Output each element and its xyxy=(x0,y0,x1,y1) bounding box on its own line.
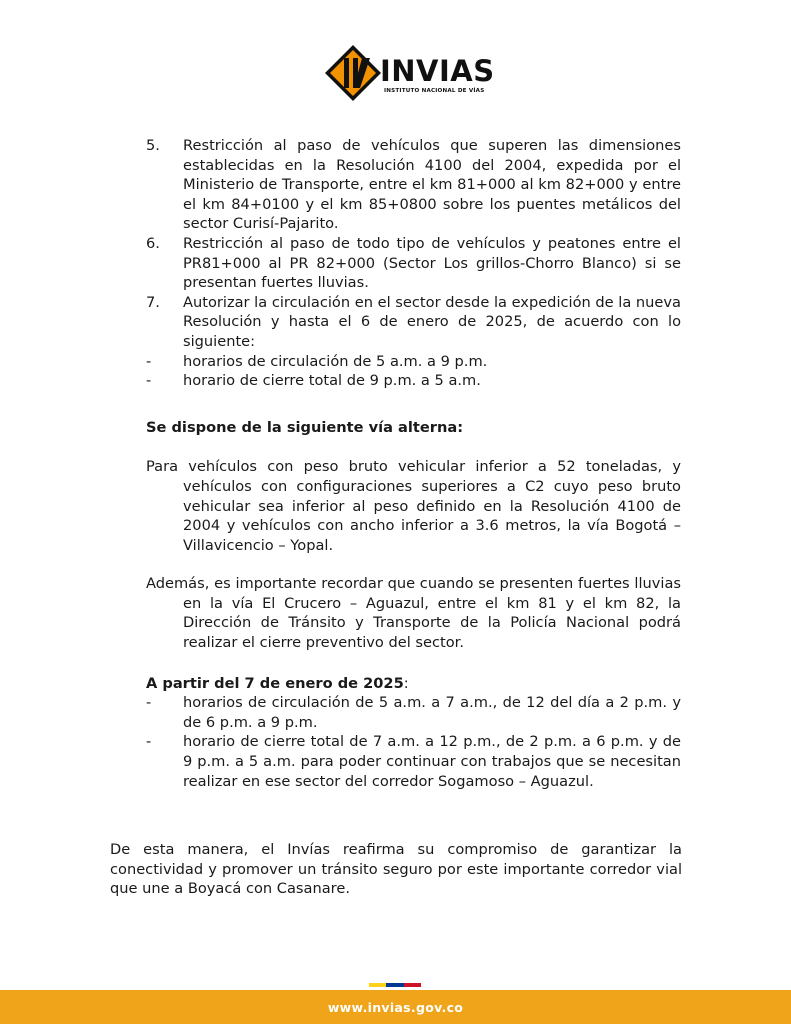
list-number: 7. xyxy=(146,293,160,311)
dash-marker: - xyxy=(146,733,152,751)
schedule-text: horario de cierre total de 7 a.m. a 12 p.m., de 2 p.m. a 6 p.m. y de 9 p.m. a 5 a.m. para poder continuar con trabajos que se necesitan realizar en ese sector del corredor Sogamoso – Aguazul. xyxy=(183,733,681,790)
restriction-item-7 xyxy=(146,293,681,352)
list-item-text: Autorizar la circulación en el sector desde la expedición de la nueva Resolución y hasta el 6 de enero de 2025, de acuerdo con lo siguiente: xyxy=(183,293,681,350)
footer-website-link[interactable]: www.invias.gov.co xyxy=(327,1000,464,1015)
list-number: 6. xyxy=(146,234,160,252)
flag-yellow xyxy=(369,983,386,987)
list-number: 5. xyxy=(146,137,160,154)
colombia-flag-stripe xyxy=(369,983,421,987)
schedule-text: horario de cierre total de 9 p.m. a 5 a.m. xyxy=(183,372,481,390)
main-content xyxy=(146,136,681,791)
schedule-item xyxy=(146,693,681,732)
invias-logo xyxy=(320,40,495,110)
schedule-item xyxy=(146,352,681,372)
dash-marker: - xyxy=(146,352,152,370)
restriction-item-6 xyxy=(146,234,681,293)
flag-red xyxy=(404,983,421,987)
from-date-heading xyxy=(146,674,681,694)
flag-blue xyxy=(386,983,403,987)
schedule-text: horarios de circulación de 5 a.m. a 9 p.m. xyxy=(183,352,488,370)
schedule-text: horarios de circulación de 5 a.m. a 7 a.m., de 12 del día a 2 p.m. y de 6 p.m. a 9 p.m. xyxy=(183,694,681,731)
list-item-text: Restricción al paso de vehículos que superen las dimensiones establecidas en la Resolución 4100 del 2004, expedida por el Ministerio de Transporte, entre el km 81+000 al km 82+000 y entre el km 84+0100 y el km 85+0800 sobre los puentes metálicos del sector Curisí-Pajarito. xyxy=(183,137,681,233)
logo-subtitle: INSTITUTO NACIONAL DE VÍAS xyxy=(384,88,485,94)
schedule-item xyxy=(146,371,681,391)
dash-marker: - xyxy=(146,694,152,712)
dash-marker: - xyxy=(146,372,152,390)
invias-diamond-icon xyxy=(324,44,382,102)
schedule-item xyxy=(146,732,681,791)
alternate-route-paragraph: Para vehículos con peso bruto vehicular inferior a 52 toneladas, y vehículos con configuraciones superiores a C2 cuyo peso bruto vehicular sea inferior al peso definido en la Resolución 4100 de 2004 y vehículos con ancho inferior a 3.6 metros, la vía Bogotá – Villavicencio – Yopal. xyxy=(146,458,681,554)
restriction-item-5 xyxy=(146,136,681,234)
alternate-route-heading: Se dispone de la siguiente vía alterna: xyxy=(146,418,464,436)
from-date-heading-colon: : xyxy=(403,674,409,692)
list-item-text: Restricción al paso de todo tipo de vehículos y peatones entre el PR81+000 al PR 82+000 (Sector Los grillos-Chorro Blanco) si se presentan fuertes lluvias. xyxy=(183,234,681,292)
logo-wordmark: INVIAS xyxy=(380,54,495,88)
rain-closure-paragraph: Además, es importante recordar que cuando se presenten fuertes lluvias en la vía El Crucero – Aguazul, entre el km 81 y el km 82, la Dirección de Tránsito y Transporte de la Policía Nacional podrá realizar el cierre preventivo del sector. xyxy=(146,575,681,652)
from-date-heading-bold: A partir del 7 de enero de 2025 xyxy=(146,674,404,692)
closing-paragraph: De esta manera, el Invías reafirma su compromiso de garantizar la conectividad y promover un tránsito seguro por este importante corredor vial que une a Boyacá con Casanare. xyxy=(110,841,682,898)
footer-bar xyxy=(0,990,791,1024)
